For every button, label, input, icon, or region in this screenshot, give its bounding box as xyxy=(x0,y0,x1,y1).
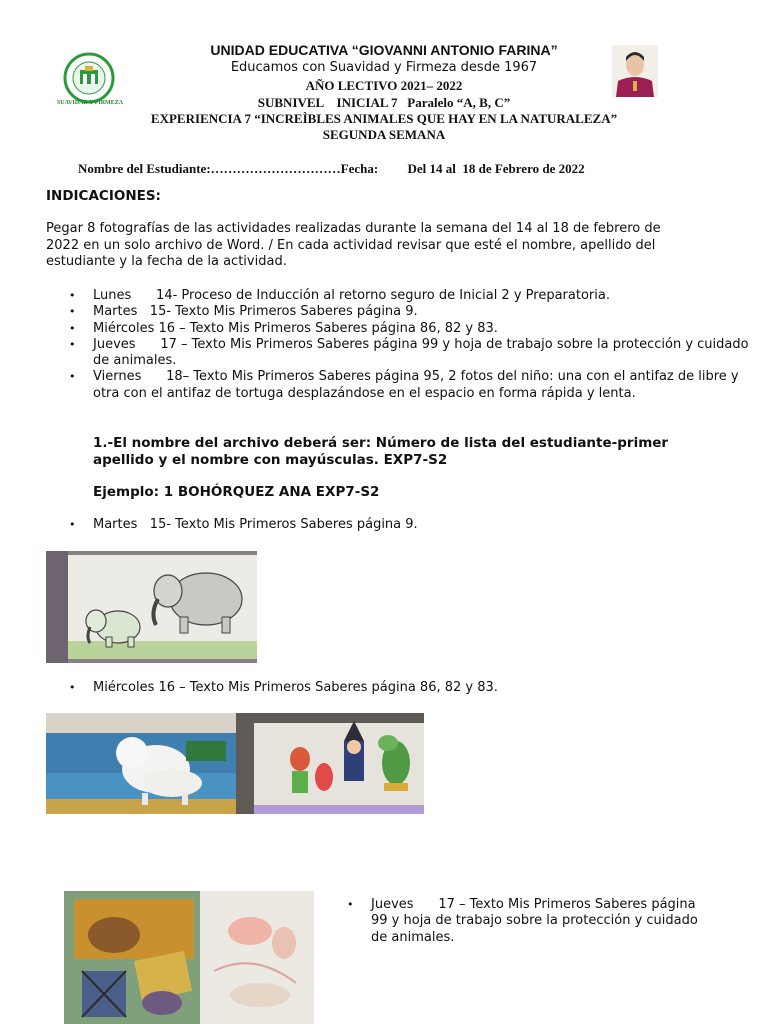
date-range: Del 14 al 18 de Febrero de 2022 xyxy=(407,161,585,176)
subnivel-line: SUBNIVEL INICIAL 7 Paralelo “A, B, C” xyxy=(257,95,511,110)
school-year: AÑO LECTIVO 2021– 2022 xyxy=(305,78,463,93)
section-martes: • Martes 15- Texto Mis Primeros Saberes página 9. xyxy=(93,517,418,533)
week-title: SEGUNDA SEMANA xyxy=(322,127,446,142)
filename-instruction: 1.-El nombre del archivo deberá ser: Número de lista del estudiante-primer apellido y el nombre con mayúsculas. EXP7-S2 xyxy=(93,435,669,468)
photo-elephants-coloring xyxy=(46,551,257,663)
day-item-viernes: • Viernes 18– Texto Mis Primeros Saberes página 95, 2 fotos del niño: una con el antifaz de libre y otra con el antifaz de tortuga desplazándose en el espacio en forma rápida y lenta. xyxy=(93,369,753,402)
student-line xyxy=(78,161,585,177)
filename-example: Ejemplo: 1 BOHÓRQUEZ ANA EXP7-S2 xyxy=(93,484,380,500)
section-miercoles: • Miércoles 16 – Texto Mis Primeros Saberes página 86, 82 y 83. xyxy=(93,680,498,696)
logo-caption: SUAVIDAD Y FIRMEZA xyxy=(56,100,124,106)
experience-title: EXPERIENCIA 7 “INCREÌBLES ANIMALES QUE HAY EN LA NATURALEZA” xyxy=(150,111,618,126)
day-item-miercoles: • Miércoles 16 – Texto Mis Primeros Saberes página 86, 82 y 83. xyxy=(93,321,753,337)
school-name: UNIDAD EDUCATIVA “GIOVANNI ANTONIO FARINA” xyxy=(210,42,558,58)
student-name-label: Nombre del Estudiante:…………………………Fecha: xyxy=(78,161,379,176)
school-motto: Educamos con Suavidad y Firmeza desde 1967 xyxy=(230,60,538,75)
photo-animals-worksheet xyxy=(64,891,314,1024)
indications-intro: Pegar 8 fotografías de las actividades realizadas durante la semana del 14 al 18 de febrero de 2022 en un solo archivo de Word. / En cada actividad revisar que esté el nombre, apellido del estudiante y la fecha de la actividad. xyxy=(46,221,661,269)
day-item-lunes: • Lunes 14- Proceso de Inducción al retorno seguro de Inicial 2 y Preparatoria. xyxy=(93,288,753,304)
day-item-martes: • Martes 15- Texto Mis Primeros Saberes página 9. xyxy=(93,304,753,320)
days-list xyxy=(46,288,753,402)
section-jueves: • Jueves 17 – Texto Mis Primeros Saberes página 99 y hoja de trabajo sobre la protección y cuidado de animales. xyxy=(371,897,701,946)
photo-characters-worksheet xyxy=(236,713,424,814)
indications-title: INDICACIONES: xyxy=(46,188,161,204)
day-item-jueves: • Jueves 17 – Texto Mis Primeros Saberes página 99 y hoja de trabajo sobre la protección y cuidado de animales. xyxy=(93,337,753,370)
photo-sheep-collage xyxy=(46,713,236,814)
